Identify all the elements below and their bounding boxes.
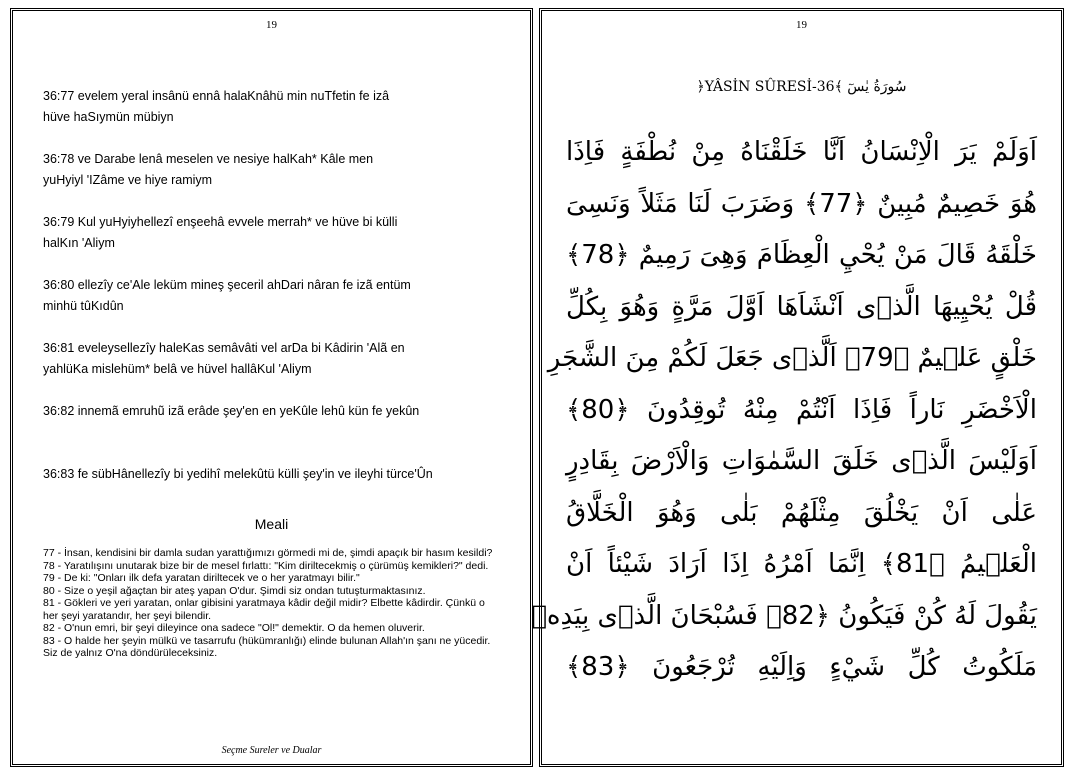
verse-line: 36:80 ellezîy ce'Ale leküm mineş şeceril ahDari nâran fe izã entüm [43, 278, 411, 292]
verse-meaning: 77 - İnsan, kendisini bir damla sudan yarattığımızı görmedi mi de, şimdi apaçık bir hasım kesildi? [43, 547, 493, 559]
verse-meaning: 78 - Yaratılışını unutarak bize bir de mesel fırlattı: "Kim diriltecekmiş o çürümüş kemikleri?" dedi. [43, 559, 489, 572]
verse-line: 36:82 innemã emruhũ izã erâde şey'en en yeKûle lehû kün fe yekûn [43, 404, 420, 418]
verse-meaning: 79 - De ki: "Onları ilk defa yaratan diriltecek ve o her yaratmayı bilir." [43, 572, 360, 584]
arabic-line: عَلٰى اَنْ يَخْلُقَ مِثْلَهُمْ بَلٰى وَهُوَ الْخَلَّاقُ [566, 497, 1037, 528]
arabic-line: خَلْقٍ عَلٖيمٌ ﴿79﴾ اَلَّذٖى جَعَلَ لَكُمْ مِنَ الشَّجَرِ [547, 343, 1037, 373]
verse-meaning: 83 - O halde her şeyin mülkü ve tasarrufu (hükümranlığı) elinde bulunan Allah'ın şanı ne yücedir. Siz de yalnız O'na döndürüleceksiniz. [43, 634, 491, 659]
arabic-line: اَوَلَيْسَ الَّذٖى خَلَقَ السَّمٰوَاتِ وَالْاَرْضَ بِقَادِرٍ [566, 446, 1037, 476]
arabic-line: اَوَلَمْ يَرَ الْاِنْسَانُ اَنَّا خَلَقْنَاهُ مِنْ نُطْفَةٍ فَاِذَا [566, 137, 1037, 167]
verse-transliteration [43, 338, 483, 401]
meali-heading: Meali [254, 516, 289, 532]
verse-meaning: 81 - Gökleri ve yeri yaratan, onlar gibisini yaratmaya kâdir değil midir? Elbette kâdirdir. Çünkü o her şeyi yaratandır, her şeyi bilendir. [43, 597, 485, 622]
arabic-line: هُوَ خَصِيمٌ مُبِينٌ ﴿77﴾ وَضَرَبَ لَنَا مَثَلاً وَنَسِىَ [566, 188, 1037, 219]
arabic-line: يَقُولَ لَهُ كُنْ فَيَكُونُ ﴿82﴾ فَسُبْحَانَ الَّذٖى بِيَدِهٖ [531, 600, 1037, 631]
meaning-list [43, 547, 498, 660]
transliteration-list [43, 86, 483, 527]
verse-line: 36:79 Kul yuHyiyhellezî enşeehâ evvele merrah* ve hüve bi külli [43, 215, 398, 229]
arabic-line: قُلْ يُحْيِيهَا الَّذٖى اَنْشَاَهَا اَوَّلَ مَرَّةٍ وَهُوَ بِكُلِّ [566, 291, 1037, 322]
verse-transliteration [43, 275, 483, 338]
book-title-footer: Seçme Sureler ve Dualar [221, 745, 322, 756]
verse-transliteration [43, 86, 483, 149]
verse-line: hüve haSıymün mübiyn [43, 110, 174, 124]
verse-transliteration [43, 401, 483, 464]
verse-line: 36:81 eveleysellezîy haleKas semâvâti vel arDa bi Kâdirin 'Alã en [43, 341, 405, 355]
verse-line: halKın 'Aliym [43, 236, 115, 250]
left-page [10, 8, 533, 767]
verse-transliteration [43, 212, 483, 275]
page-number: 19 [266, 19, 277, 31]
surah-title: ﴿YÂSİN SÛRESİ-36﴾ سُورَةُ يٰسٓ [696, 79, 907, 95]
arabic-line: مَلَكُوتُ كُلِّ شَيْءٍ وَاِلَيْهِ تُرْجَعُونَ ﴿83﴾ [566, 652, 1037, 682]
verse-transliteration [43, 149, 483, 212]
verse-line: 36:78 ve Darabe lenâ meselen ve nesiye halKah* Kâle men [43, 152, 374, 166]
right-page [531, 8, 1064, 767]
arabic-line: الْاَخْضَرِ نَاراً فَاِذَا اَنْتُمْ مِنْهُ تُوقِدُونَ ﴿80﴾ [566, 394, 1037, 425]
page-number: 19 [796, 19, 807, 31]
verse-line: minhü tûKıdûn [43, 299, 124, 313]
verse-line: 36:83 fe sübHânellezîy bi yedihî melekûtü külli şey'in ve ileyhi türce'Ûn [43, 467, 433, 481]
verse-meaning: 82 - O'nun emri, bir şeyi dileyince ona sadece "Ol!" demektir. O da hemen oluverir. [43, 622, 425, 634]
verse-line: yahlüKa mislehüm* belâ ve hüvel hallâKul 'Aliym [43, 362, 312, 376]
arabic-text [531, 127, 1037, 694]
arabic-line: خَلْقَهُ قَالَ مَنْ يُحْيِ الْعِظَامَ وَهِىَ رَمِيمٌ ﴿78﴾ [566, 240, 1037, 270]
verse-meaning: 80 - Size o yeşil ağaçtan bir ateş yapan O'dur. Şimdi siz ondan tutuşturmaktasınız. [43, 584, 426, 597]
verse-line: yuHyiyl 'IZâme ve hiye ramiym [43, 173, 213, 187]
arabic-line: الْعَلٖيمُ ﴿81﴾ اِنَّمَا اَمْرُهُ اِذَا اَرَادَ شَيْئاً اَنْ [566, 549, 1037, 579]
verse-line: 36:77 evelem yeral insânü ennâ halaKnâhü min nuTfetin fe izâ [43, 89, 390, 103]
